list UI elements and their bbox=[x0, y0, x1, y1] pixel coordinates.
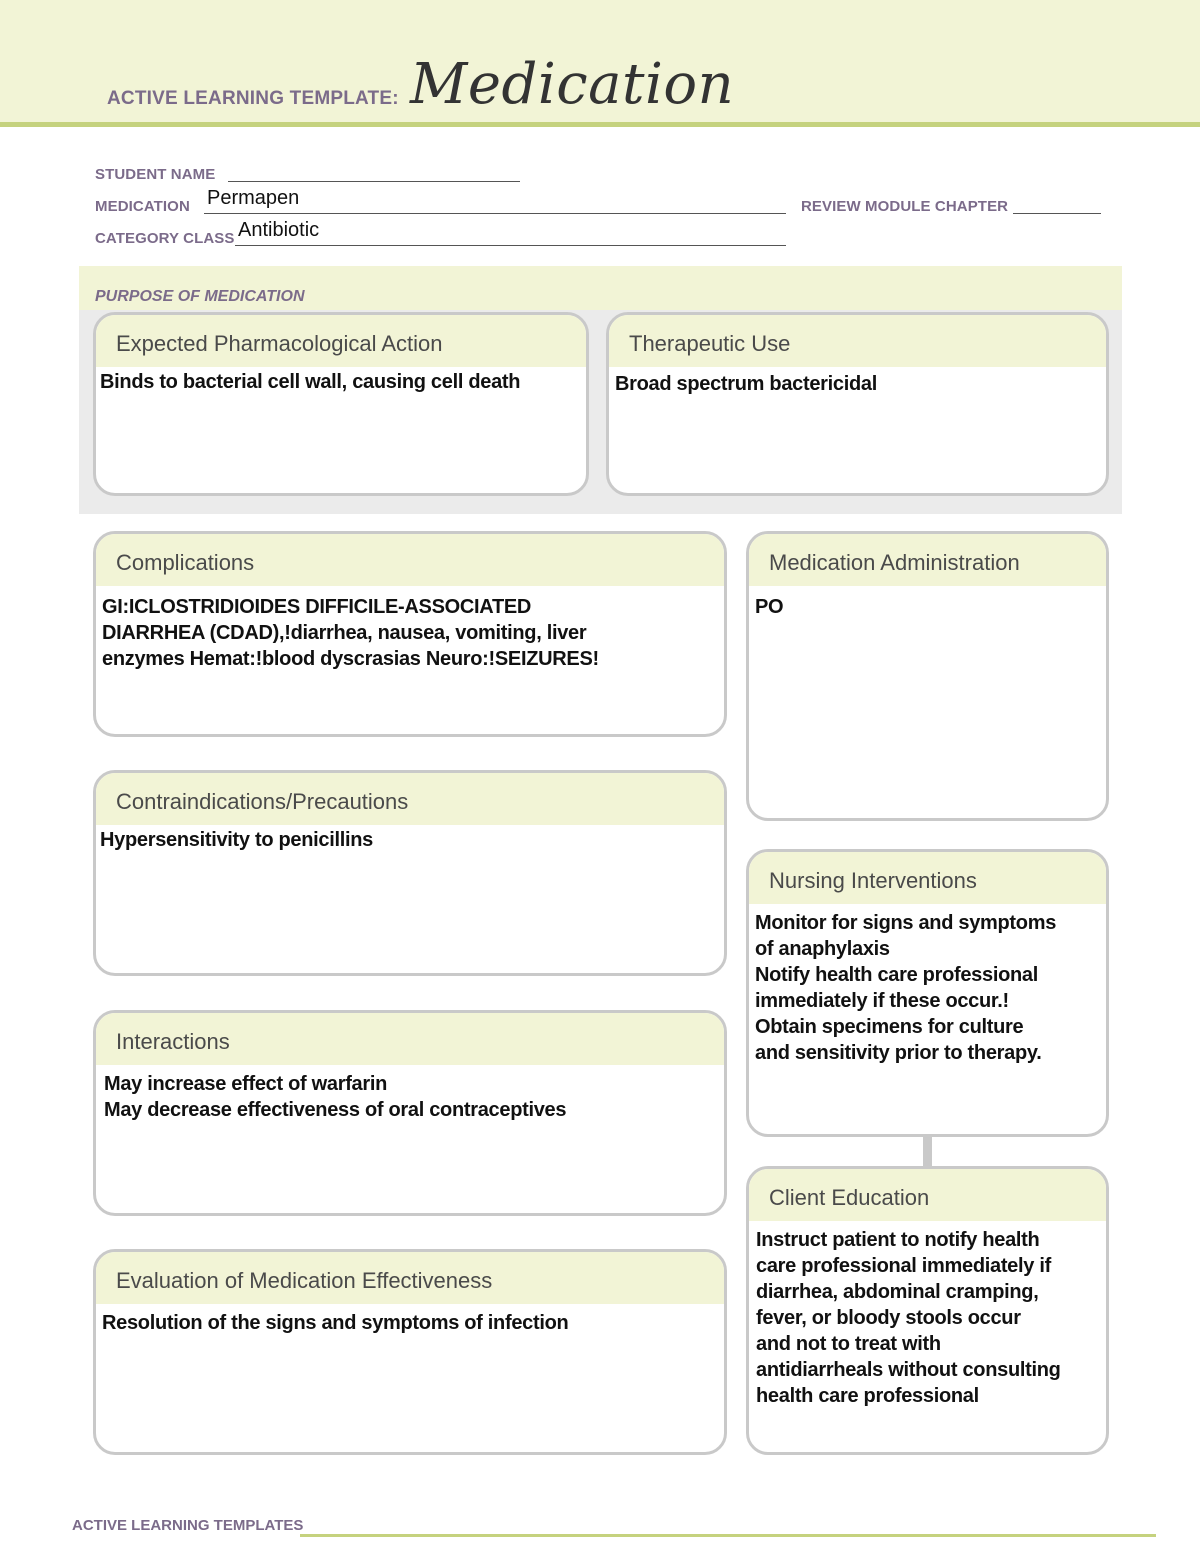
therapeutic-use-text[interactable]: Broad spectrum bactericidal bbox=[615, 373, 877, 395]
complications-box bbox=[93, 531, 727, 737]
student-name-line bbox=[228, 181, 520, 182]
evaluation-box bbox=[93, 1249, 727, 1455]
complications-text[interactable]: GI:ICLOSTRIDIOIDES DIFFICILE-ASSOCIATED DIARRHEA (CDAD),!diarrhea, nausea, vomiting, liver enzymes Hemat:!blood dyscrasias Neuro:!SEIZURES! bbox=[102, 596, 599, 670]
evaluation-heading: Evaluation of Medication Effectiveness bbox=[96, 1252, 724, 1304]
expected-action-box bbox=[93, 312, 589, 496]
nursing-interventions-heading: Nursing Interventions bbox=[749, 852, 1106, 904]
footer-label: ACTIVE LEARNING TEMPLATES bbox=[72, 1517, 304, 1534]
interactions-text[interactable]: May increase effect of warfarin May decrease effectiveness of oral contraceptives bbox=[104, 1073, 567, 1121]
category-class-line bbox=[235, 245, 786, 246]
interactions-heading: Interactions bbox=[96, 1013, 724, 1065]
medication-administration-text[interactable]: PO bbox=[755, 596, 784, 618]
nursing-interventions-text[interactable]: Monitor for signs and symptoms of anaphylaxis Notify health care professional immediately if these occur.! Obtain specimens for culture and sensitivity prior to therapy. bbox=[755, 912, 1057, 1064]
evaluation-text[interactable]: Resolution of the signs and symptoms of infection bbox=[102, 1312, 569, 1334]
category-class-label: CATEGORY CLASS bbox=[95, 230, 235, 247]
expected-action-heading: Expected Pharmacological Action bbox=[96, 315, 586, 367]
therapeutic-use-box bbox=[606, 312, 1109, 496]
medication-label: MEDICATION bbox=[95, 198, 190, 215]
therapeutic-use-heading: Therapeutic Use bbox=[609, 315, 1106, 367]
expected-action-text[interactable]: Binds to bacterial cell wall, causing cell death bbox=[100, 371, 521, 393]
client-education-text[interactable]: Instruct patient to notify health care professional immediately if diarrhea, abdominal cramping, fever, or bloody stools occur and not to treat with antidiarrheals without consulting health care professional bbox=[756, 1229, 1061, 1407]
contraindications-text[interactable]: Hypersensitivity to penicillins bbox=[100, 829, 374, 851]
medication-field[interactable]: Permapen bbox=[207, 187, 300, 209]
connector-line bbox=[923, 1136, 932, 1166]
review-module-line bbox=[1013, 213, 1101, 214]
footer-rule bbox=[300, 1534, 1156, 1537]
nursing-interventions-box bbox=[746, 849, 1109, 1137]
category-class-field[interactable]: Antibiotic bbox=[238, 219, 320, 241]
review-module-label: REVIEW MODULE CHAPTER bbox=[801, 198, 1009, 215]
student-name-label: STUDENT NAME bbox=[95, 166, 216, 183]
complications-heading: Complications bbox=[96, 534, 724, 586]
template-label: ACTIVE LEARNING TEMPLATE: bbox=[107, 88, 399, 109]
purpose-title: PURPOSE OF MEDICATION bbox=[95, 288, 305, 305]
header-rule bbox=[0, 122, 1200, 127]
page-title: Medication bbox=[410, 52, 735, 117]
client-education-heading: Client Education bbox=[749, 1169, 1106, 1221]
medication-administration-heading: Medication Administration bbox=[749, 534, 1106, 586]
medication-line bbox=[204, 213, 786, 214]
medication-administration-box bbox=[746, 531, 1109, 821]
contraindications-box bbox=[93, 770, 727, 976]
client-education-box bbox=[746, 1166, 1109, 1455]
interactions-box bbox=[93, 1010, 727, 1216]
contraindications-heading: Contraindications/Precautions bbox=[96, 773, 724, 825]
